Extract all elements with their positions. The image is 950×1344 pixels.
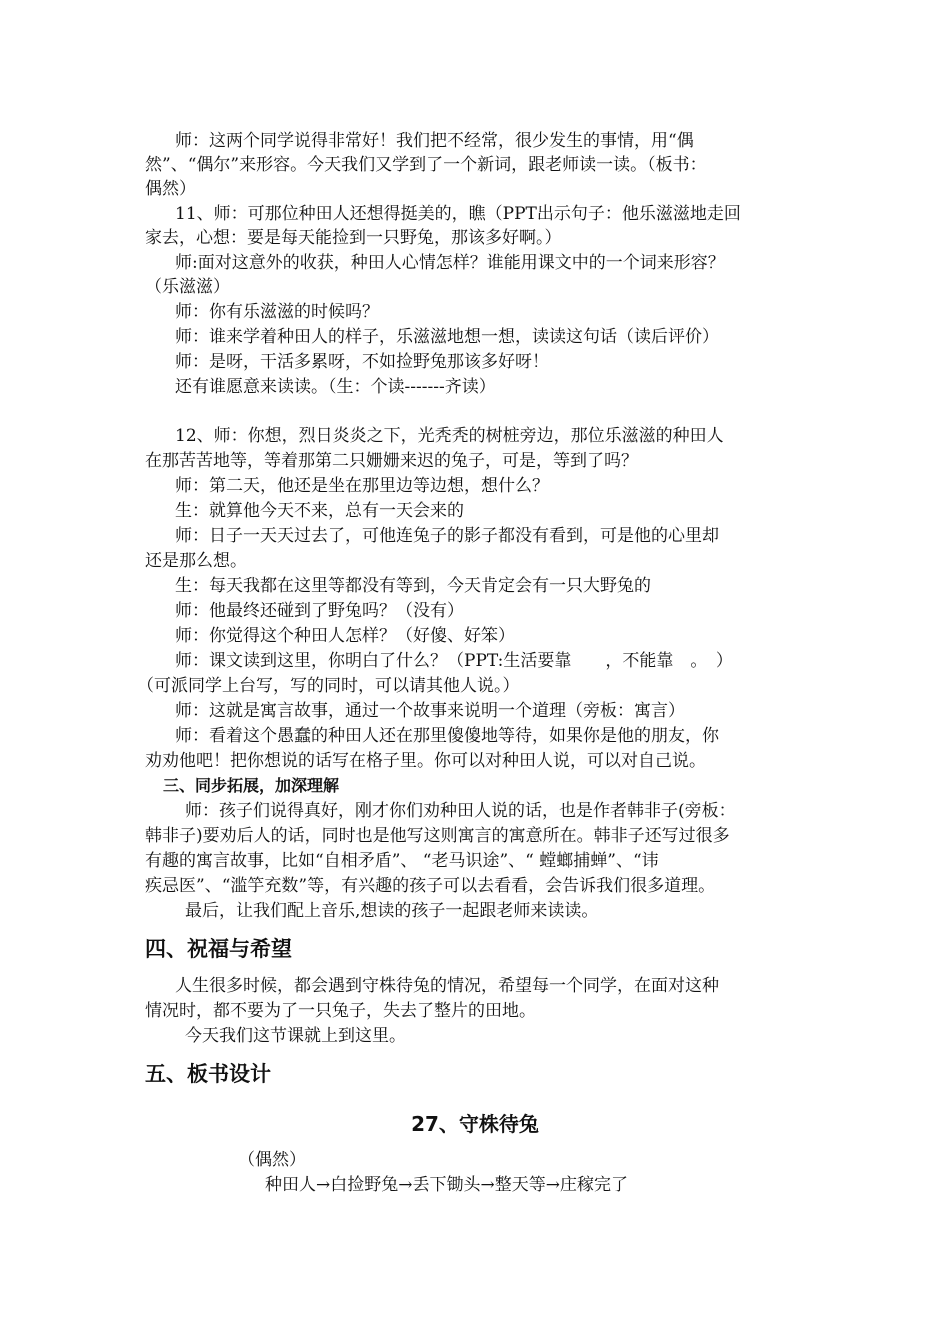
paragraph-line: 还是那么想。 [145, 551, 247, 571]
paragraph-line: 最后，让我们配上音乐,想读的孩子一起跟老师来读读。 [185, 901, 599, 921]
section-heading-3: 三、同步拓展，加深理解 [163, 776, 340, 795]
paragraph-line: 师：孩子们说得真好，刚才你们劝种田人说的话，也是作者韩非子(旁板： [185, 801, 736, 821]
paragraph-line: 劝劝他吧！把你想说的话写在格子里。你可以对种田人说，可以对自己说。 [145, 751, 706, 771]
paragraph-line: 情况时，都不要为了一只兔子，失去了整片的田地。 [145, 1001, 536, 1021]
paragraph-line: 师：他最终还碰到了野兔吗？（没有） [175, 601, 464, 621]
board-flow: 种田人→白捡野兔→丢下锄头→整天等→庄稼完了 [265, 1175, 628, 1195]
paragraph-line: 韩非子)要劝后人的话，同时也是他写这则寓言的寓意所在。韩非子还写过很多 [145, 826, 730, 846]
section-heading-4: 四、祝福与希望 [145, 937, 292, 961]
paragraph-line: 师：你有乐滋滋的时候吗？ [175, 302, 379, 322]
paragraph-line: 11、师：可那位种田人还想得挺美的，瞧（PPT出示句子：他乐滋滋地走回 [175, 204, 741, 224]
board-title: 27、守株待兔 [411, 1112, 539, 1136]
paragraph-line: 师:面对这意外的收获，种田人心情怎样？谁能用课文中的一个词来形容？ [175, 253, 725, 273]
paragraph-line: 还有谁愿意来读读。（生：个读-------齐读） [175, 377, 496, 397]
paragraph-line: 师：课文读到这里，你明白了什么？（PPT:生活要靠 ，不能靠 。 ） [175, 651, 733, 671]
paragraph-line: 师：看着这个愚蠢的种田人还在那里傻傻地等待，如果你是他的朋友，你 [175, 726, 719, 746]
paragraph-line: （乐滋滋） [145, 277, 230, 297]
section-heading-5: 五、板书设计 [145, 1062, 271, 1086]
paragraph-line: 有趣的寓言故事，比如“自相矛盾”、 “老马识途”、“ 螳螂捕蝉”、“讳 [145, 851, 659, 871]
paragraph-line: 师：日子一天天过去了，可他连兔子的影子都没有看到，可是他的心里却 [175, 526, 719, 546]
paragraph-line: 生：每天我都在这里等都没有等到，今天肯定会有一只大野兔的 [175, 576, 651, 596]
paragraph-line: 师：第二天，他还是坐在那里边等边想，想什么？ [175, 476, 549, 496]
paragraph-line: 师：是呀，干活多累呀，不如捡野兔那该多好呀！ [175, 352, 549, 372]
paragraph-line: 师：谁来学着种田人的样子，乐滋滋地想一想，读读这句话（读后评价） [175, 327, 719, 347]
paragraph-line: 然”、“偶尔”来形容。今天我们又学到了一个新词，跟老师读一读。（板书： [145, 155, 707, 175]
paragraph-line: 师：这就是寓言故事，通过一个故事来说明一个道理（旁板：寓言） [175, 701, 685, 721]
paragraph-line: 12、师：你想，烈日炎炎之下，光秃秃的树桩旁边，那位乐滋滋的种田人 [175, 426, 724, 446]
paragraph-line: 师：你觉得这个种田人怎样？（好傻、好笨） [175, 626, 515, 646]
paragraph-line: 今天我们这节课就上到这里。 [185, 1026, 406, 1046]
paragraph-line: 家去，心想：要是每天能捡到一只野兔，那该多好啊。） [145, 228, 562, 248]
paragraph-line: （可派同学上台写，写的同时，可以请其他人说。） [137, 676, 520, 696]
paragraph-line: 偶然） [145, 179, 196, 199]
paragraph-line: 在那苦苦地等，等着那第二只姗姗来迟的兔子，可是，等到了吗？ [145, 451, 638, 471]
paragraph-line: 生：就算他今天不来，总有一天会来的 [175, 501, 464, 521]
board-note: （偶然） [238, 1150, 306, 1170]
paragraph-line: 人生很多时候，都会遇到守株待兔的情况，希望每一个同学，在面对这种 [175, 976, 719, 996]
paragraph-line: 疾忌医”、“滥竽充数”等，有兴趣的孩子可以去看看，会告诉我们很多道理。 [145, 876, 716, 896]
paragraph-line: 师：这两个同学说得非常好！我们把不经常，很少发生的事情，用“偶 [175, 131, 694, 151]
